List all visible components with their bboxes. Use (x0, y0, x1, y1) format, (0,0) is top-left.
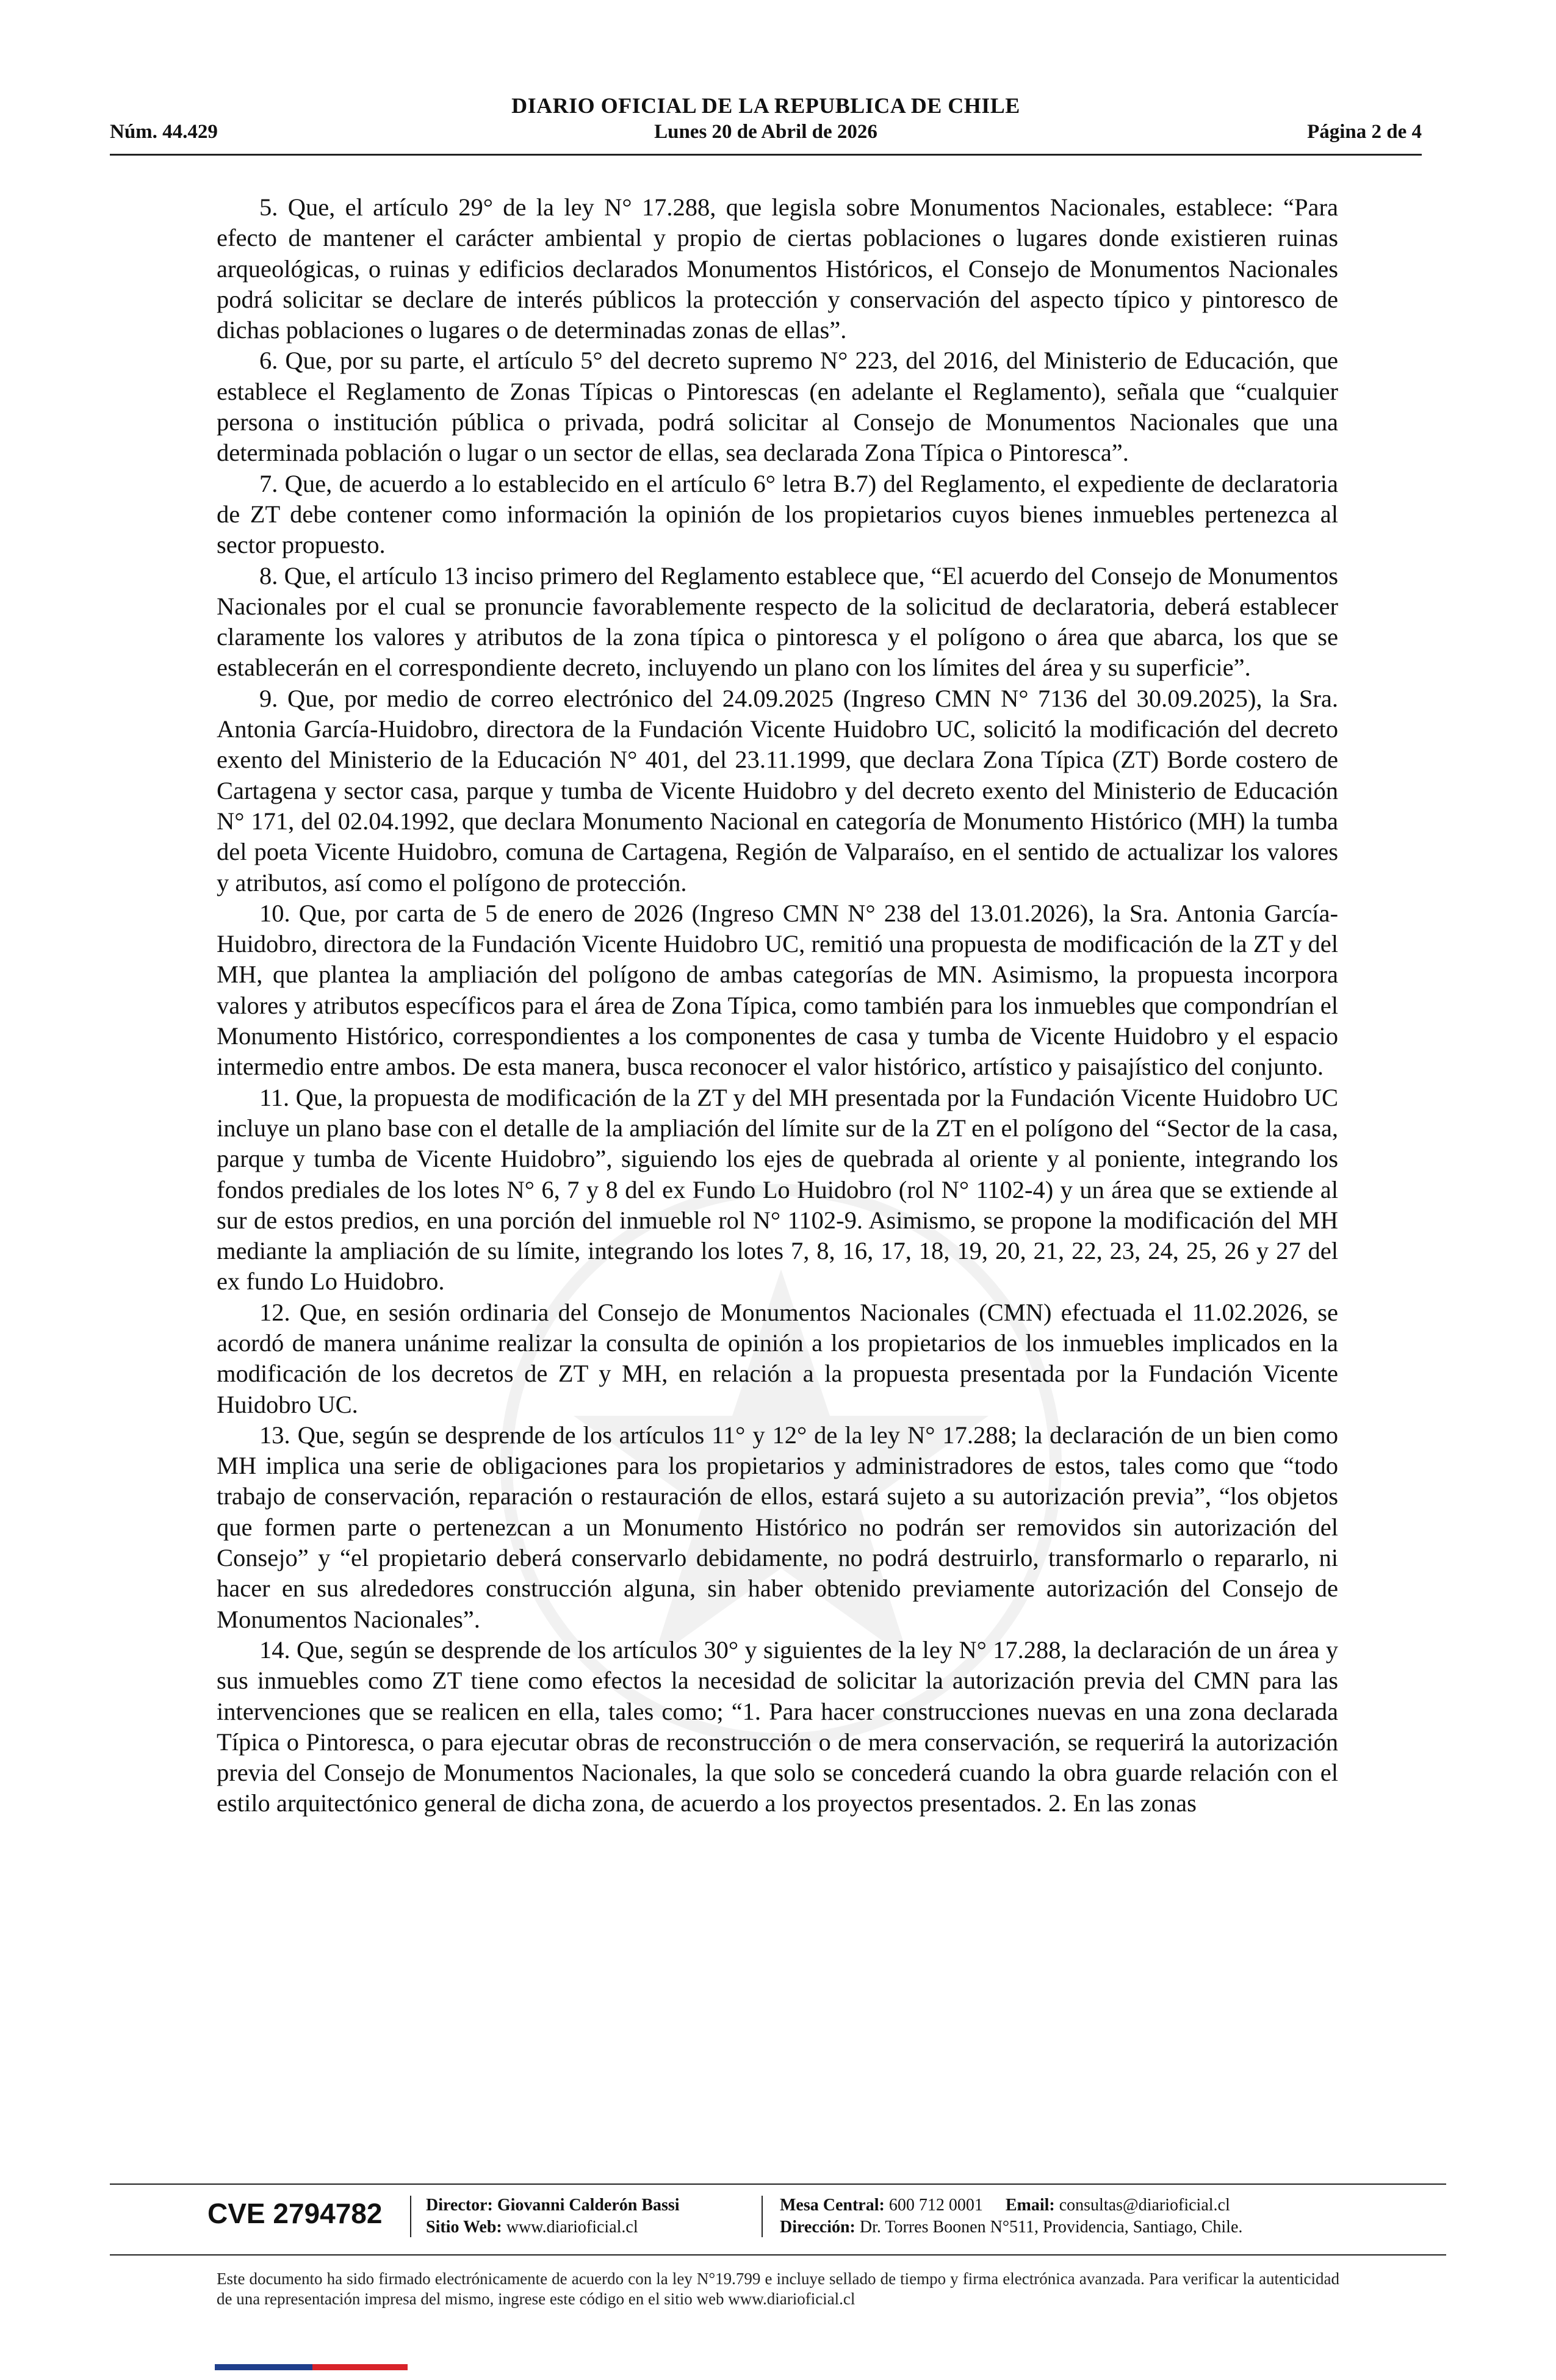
footer-divider-bottom (110, 2254, 1446, 2256)
flag-stripe-red (312, 2364, 408, 2370)
paragraph-5: 5. Que, el artículo 29° de la ley N° 17.288, que legisla sobre Monumentos Nacionales, establece: “Para efecto de mantener el carácter ambiental y propio de ciertas poblaciones o lugares donde existieren ruinas arqueológicas, o ruinas y edificios declarados Monumentos Históricos, el Consejo de Monumentos Nacionales podrá solicitar se declare de interés públicos la protección y conservación del aspecto típico y pintoresco de dichas poblaciones o lugares o de determinadas zonas de ellas”. (217, 193, 1338, 344)
paragraph-12: 12. Que, en sesión ordinaria del Consejo de Monumentos Nacionales (CMN) efectuada el 11.02.2026, se acordó de manera unánime realizar la consulta de opinión a los propietarios de los inmuebles implicados en la modificación de los decretos de ZT y MH, en relación a la propuesta presentada por la Fundación Vicente Huidobro UC. (217, 1298, 1338, 1418)
phone-value: 600 712 0001 (888, 2196, 983, 2215)
footer-separator (410, 2196, 411, 2237)
footer-director-block (426, 2194, 680, 2238)
footer-info (207, 2192, 1446, 2238)
phone-label: Mesa Central: (780, 2196, 885, 2215)
footer-contact-block (780, 2194, 1242, 2238)
director-name: Giovanni Calderón Bassi (497, 2196, 680, 2215)
paragraph-6: 6. Que, por su parte, el artículo 5° del decreto supremo N° 223, del 2016, del Ministerio de Educación, que establece el Reglamento de Zonas Típicas o Pintorescas (en adelante el Reglamento), señala que “cualquier persona o institución pública o privada, podrá solicitar al Consejo de Monumentos Nacionales que una determinada población o lugar o un sector de ellas, sea declarada Zona Típica o Pintoresca”. (217, 347, 1338, 467)
paragraph-13: 13. Que, según se desprende de los artículos 11° y 12° de la ley N° 17.288; la declaración de un bien como MH implica una serie de obligaciones para los propietarios y administradores de estos, tales como que “todo trabajo de conservación, reparación o restauración de ellos, estará sujeto a su autorización previa”, “los objetos que formen parte o pertenezcan a un Monumento Histórico no podrán ser removidos sin autorización del Consejo” y “el propietario deberá conservarlo debidamente, no podrá destruirlo, transformarlo o repararlo, ni hacer en sus alrededores construcción alguna, sin haber obtenido previamente autorización del Consejo de Monumentos Nacionales”. (217, 1421, 1338, 1633)
paragraph-14: 14. Que, según se desprende de los artículos 30° y siguientes de la ley N° 17.288, la declaración de un área y sus inmuebles como ZT tiene como efectos la necesidad de solicitar la autorización previa del CMN para las intervenciones que se realicen en ella, tales como; “1. Para hacer construcciones nuevas en una zona declarada Típica o Pintoresca, o para ejecutar obras de reconstrucción o de mera conservación, se requerirá la autorización previa del Consejo de Monumentos Nacionales, la que solo se concederá cuando la obra guarde relación con el estilo arquitectónico general de dicha zona, de acuerdo a los proyectos presentados. 2. En las zonas (217, 1635, 1338, 1817)
issue-date: Lunes 20 de Abril de 2026 (654, 121, 877, 143)
page-header (110, 93, 1422, 156)
issue-number: Núm. 44.429 (110, 121, 218, 143)
email-label: Email: (1005, 2196, 1055, 2215)
legal-notice: Este documento ha sido firmado electrónicamente de acuerdo con la ley N°19.799 e incluye sellado de tiempo y firma electrónica avanzada. Para verificar la autenticidad de una representación impresa del mismo, ingrese este código en el sitio web www.diarioficial.cl (217, 2270, 1339, 2308)
paragraph-8: 8. Que, el artículo 13 inciso primero del Reglamento establece que, “El acuerdo del Consejo de Monumentos Nacionales por el cual se pronuncie favorablemente respecto de la solicitud de declaratoria, deberá establecer claramente los valores y atributos de la zona típica o pintoresca y el polígono o área que abarca, los que se establecerán en el correspondiente decreto, incluyendo un plano con los límites del área y su superficie”. (217, 561, 1338, 682)
address-value: Dr. Torres Boonen N°511, Providencia, Santiago, Chile. (859, 2218, 1243, 2237)
paragraph-11: 11. Que, la propuesta de modificación de la ZT y del MH presentada por la Fundación Vicente Huidobro UC incluye un plano base con el detalle de la ampliación del límite sur de la ZT en el polígono del “Sector de la casa, parque y tumba de Vicente Huidobro”, siguiendo los ejes de quebrada al oriente y al poniente, integrando los fondos prediales de los lotes N° 6, 7 y 8 del ex Fundo Lo Huidobro (rol N° 1102-4) y un área que se extiende al sur de estos predios, en una porción del inmueble rol N° 1102-9. Asimismo, se propone la modificación del MH mediante la ampliación de su límite, integrando los lotes 7, 8, 16, 17, 18, 19, 20, 21, 22, 23, 24, 25, 26 y 27 del ex fundo Lo Huidobro. (217, 1083, 1338, 1296)
email-link[interactable]: consultas@diarioficial.cl (1059, 2196, 1230, 2215)
paragraph-10: 10. Que, por carta de 5 de enero de 2026 (Ingreso CMN N° 238 del 13.01.2026), la Sra. Antonia García-Huidobro, directora de la Fundación Vicente Huidobro UC, remitió una propuesta de modificación de la ZT y del MH, que plantea la ampliación del polígono de ambas categorías de MN. Asimismo, la propuesta incorpora valores y atributos específicos para el área de Zona Típica, como también para los inmuebles que compondrían el Monumento Histórico, correspondientes a los componentes de casa y tumba de Vicente Huidobro y el espacio intermedio entre ambos. De esta manera, busca reconocer el valor histórico, artístico y paisajístico del conjunto. (217, 899, 1338, 1081)
director-label: Director: (426, 2196, 493, 2215)
cve-code: CVE 2794782 (207, 2198, 383, 2229)
paragraph-7: 7. Que, de acuerdo a lo establecido en el artículo 6° letra B.7) del Reglamento, el expediente de declaratoria de ZT debe contener como información la opinión de los propietarios cuyos bienes inmuebles pertenezca al sector propuesto. (217, 469, 1338, 559)
flag-stripe-blue (215, 2364, 312, 2370)
address-label: Dirección: (780, 2218, 855, 2237)
footer-separator (762, 2196, 763, 2237)
paragraph-9: 9. Que, por medio de correo electrónico del 24.09.2025 (Ingreso CMN N° 7136 del 30.09.2025), la Sra. Antonia García-Huidobro, directora de la Fundación Vicente Huidobro UC, solicitó la modificación del decreto exento del Ministerio de la Educación N° 401, del 23.11.1999, que declara Zona Típica (ZT) Borde costero de Cartagena y sector casa, parque y tumba de Vicente Huidobro y del decreto exento del Ministerio de Educación N° 171, del 02.04.1992, que declara Monumento Nacional en categoría de Monumento Histórico (MH) la tumba del poeta Vicente Huidobro, comuna de Cartagena, Región de Valparaíso, en el sentido de actualizar los valores y atributos, así como el polígono de protección. (217, 684, 1338, 896)
page-number: Página 2 de 4 (1307, 121, 1422, 143)
document-body (217, 192, 1338, 1819)
publication-title: DIARIO OFICIAL DE LA REPUBLICA DE CHILE (511, 93, 1020, 118)
site-label: Sitio Web: (426, 2218, 502, 2237)
site-link[interactable]: www.diarioficial.cl (506, 2218, 638, 2237)
footer-divider-top (110, 2183, 1446, 2185)
